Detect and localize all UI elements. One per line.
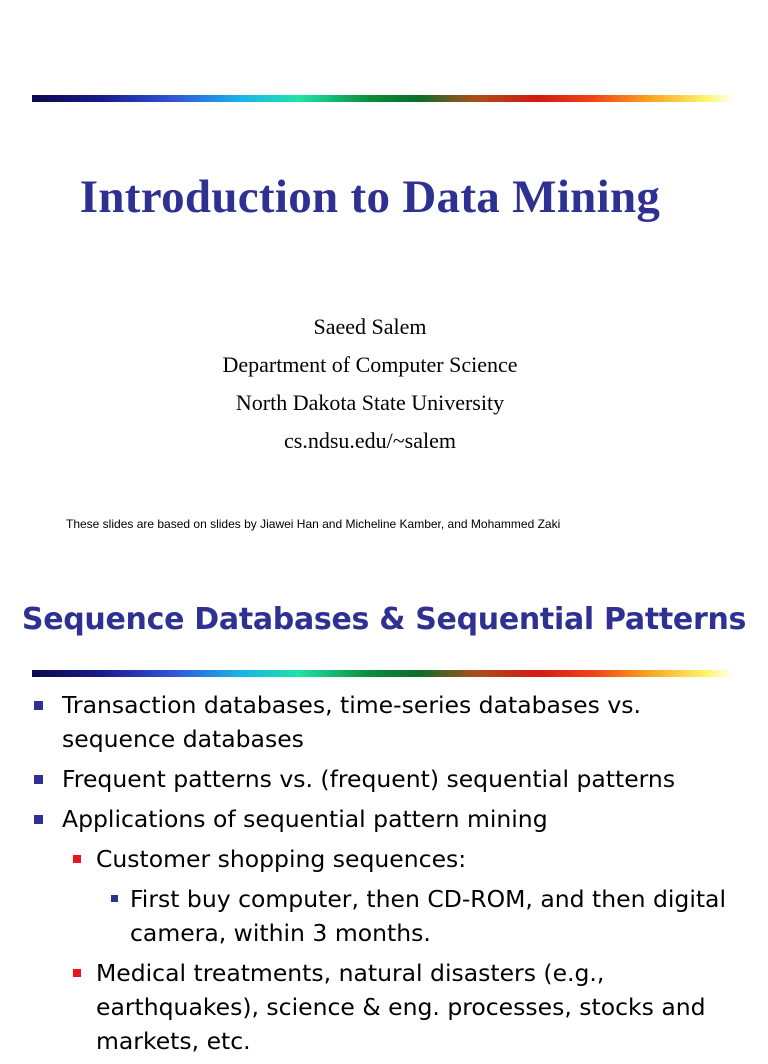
author-university: North Dakota State University	[235, 390, 505, 415]
square-bullet-icon	[34, 815, 43, 824]
author-block	[0, 308, 740, 460]
list-item-text: Medical treatments, natural disasters (e.g., earthquakes), science & eng. processes, stocks and markets, etc.	[96, 959, 706, 1055]
square-bullet-icon	[73, 855, 81, 863]
square-bullet-icon	[111, 895, 118, 902]
title-rainbow-divider	[32, 95, 734, 102]
list-item	[0, 762, 768, 796]
list-item-text: First buy computer, then CD-ROM, and then digital camera, within 3 months.	[130, 885, 726, 947]
list-item-text: Applications of sequential pattern mining	[62, 805, 548, 833]
list-item	[0, 882, 768, 950]
list-item	[0, 688, 768, 756]
list-item-text: Frequent patterns vs. (frequent) sequential patterns	[62, 765, 676, 793]
list-item	[0, 842, 768, 876]
square-bullet-icon	[34, 701, 43, 710]
list-item-text: Customer shopping sequences:	[96, 845, 467, 873]
section-title: Sequence Databases & Sequential Patterns	[21, 602, 747, 637]
square-bullet-icon	[34, 775, 43, 784]
credit-note: These slides are based on slides by Jiawei Han and Micheline Kamber, and Mohammed Zaki	[66, 517, 561, 531]
section-rainbow-divider	[32, 670, 734, 677]
list-item	[0, 802, 768, 836]
square-bullet-icon	[73, 969, 81, 977]
author-website: cs.ndsu.edu/~salem	[284, 428, 456, 453]
list-item	[0, 956, 768, 1058]
bullet-list	[0, 688, 768, 1064]
author-name: Saeed Salem	[313, 314, 427, 339]
author-department: Department of Computer Science	[222, 352, 518, 377]
slide-title: Introduction to Data Mining	[79, 171, 661, 223]
list-item-text: Transaction databases, time-series databases vs. sequence databases	[62, 691, 641, 753]
